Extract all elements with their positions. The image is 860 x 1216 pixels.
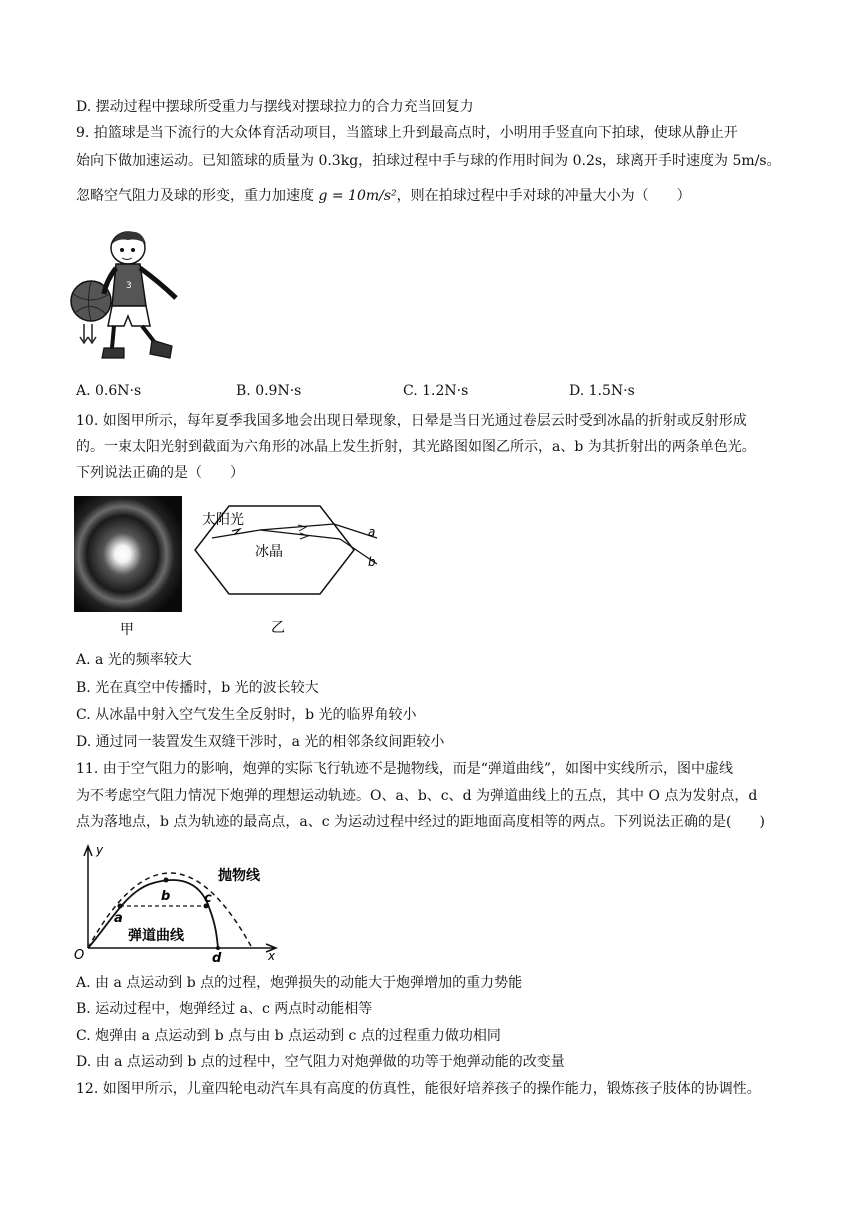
q11-stem-line2: 为不考虑空气阻力情况下炮弹的理想运动轨迹。O、a、b、c、d 为弹道曲线上的五点，其中 O 点为发射点，d <box>76 788 758 804</box>
y-axis-label: y <box>96 843 104 857</box>
q10-option-b: B. 光在真空中传播时，b 光的波长较大 <box>76 680 319 696</box>
q11-option-a: A. 由 a 点运动到 b 点的过程，炮弹损失的动能大于炮弹增加的重力势能 <box>76 975 523 991</box>
point-a <box>118 904 123 909</box>
q10-stem-line3: 下列说法正确的是（ ） <box>76 465 244 481</box>
ray-a-label: a <box>368 525 376 539</box>
downward-arrows-icon <box>80 324 96 343</box>
point-a-label: a <box>114 911 123 926</box>
q9-stem-line2: 始向下做加速运动。已知篮球的质量为 0.3kg，拍球过程中手与球的作用时间为 0.2s，球离开手时速度为 5m/s。 <box>76 153 781 169</box>
q9-stem-line1: 9. 拍篮球是当下流行的大众体育活动项目，当篮球上升到最高点时，小明用手竖直向下拍球，使球从静止开 <box>76 125 738 141</box>
q9-stem-line3 <box>76 186 691 206</box>
q11-option-c: C. 炮弹由 a 点运动到 b 点与由 b 点运动到 c 点的过程重力做功相同 <box>76 1028 501 1044</box>
q11-option-d: D. 由 a 点运动到 b 点的过程中，空气阻力对炮弹做的功等于炮弹动能的改变量 <box>76 1054 565 1070</box>
x-axis-label: x <box>268 949 276 963</box>
point-b-label: b <box>161 889 171 904</box>
sun-halo-photo <box>74 496 182 612</box>
fig-label-yi: 乙 <box>271 620 285 636</box>
q9-option-d: D. 1.5N·s <box>569 383 635 399</box>
point-d <box>216 946 220 950</box>
point-d-label: d <box>212 951 222 964</box>
q10-option-d: D. 通过同一装置发生双缝干涉时，a 光的相邻条纹间距较小 <box>76 734 445 750</box>
point-c-label: c <box>204 891 212 906</box>
fig-label-jia: 甲 <box>120 622 134 638</box>
point-b <box>164 878 169 883</box>
sunlight-label: 太阳光 <box>202 512 244 528</box>
ballistic-curve-figure <box>70 838 284 964</box>
q11-option-b: B. 运动过程中，炮弹经过 a、c 两点时动能相等 <box>76 1001 373 1017</box>
y-axis <box>84 846 92 948</box>
q9-option-c: C. 1.2N·s <box>403 383 469 399</box>
origin-label: O <box>74 948 85 963</box>
q10-option-a: A. a 光的频率较大 <box>76 652 192 668</box>
x-axis <box>88 944 276 952</box>
halo-figure <box>72 494 392 642</box>
q11-stem-line3: 点为落地点，b 点为轨迹的最高点，a、c 为运动过程中经过的距地面高度相等的两点。下列说法正确的是( ) <box>76 814 765 830</box>
q10-stem-line1: 10. 如图甲所示，每年夏季我国多地会出现日晕现象，日晕是当日光通过卷层云时受到冰晶的折射或反射形成 <box>76 413 747 429</box>
crystal-label: 冰晶 <box>255 544 283 560</box>
q10-stem-line2: 的。一束太阳光射到截面为六角形的冰晶上发生折射，其光路图如图乙所示，a、b 为其折射出的两条单色光。 <box>76 439 756 455</box>
q8-option-d: D. 摆动过程中摆球所受重力与摆线对摆球拉力的合力充当回复力 <box>76 99 474 115</box>
ray-b-label: b <box>368 555 376 569</box>
ballistic-label: 弹道曲线 <box>128 928 184 944</box>
q11-stem-line1: 11. 由于空气阻力的影响，炮弹的实际飞行轨迹不是抛物线，而是“弹道曲线”，如图中实线所示，图中虚线 <box>76 761 734 777</box>
q9-option-b: B. 0.9N·s <box>236 383 302 399</box>
q12-stem-line1: 12. 如图甲所示，儿童四轮电动汽车具有高度的仿真性，能很好培养孩子的操作能力，锻炼孩子肢体的协调性。 <box>76 1081 761 1097</box>
q9-stem-line3-a: 忽略空气阻力及球的形变，重力加速度 <box>76 188 319 204</box>
basketball-boy-illustration <box>66 226 200 366</box>
q9-option-a: A. 0.6N·s <box>76 383 142 399</box>
q9-stem-line3-b: ，则在拍球过程中手对球的冲量大小为（ ） <box>396 188 691 204</box>
q9-gravity-formula: g = 10m/s² <box>318 188 397 204</box>
parabola-label: 抛物线 <box>218 868 260 884</box>
svg-text:3: 3 <box>126 281 132 291</box>
q9-options <box>76 383 776 405</box>
q10-option-c: C. 从冰晶中射入空气发生全反射时，b 光的临界角较小 <box>76 707 417 723</box>
